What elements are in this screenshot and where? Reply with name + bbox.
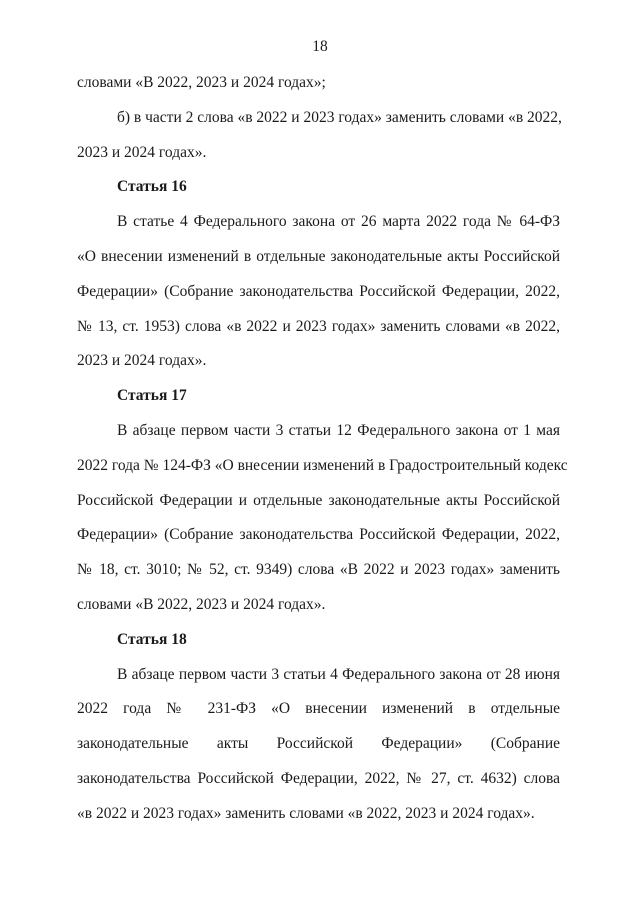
article-heading-17: Статья 17	[117, 387, 187, 405]
text-line: В абзаце первом части 3 статьи 12 Федерального закона от 1 мая	[117, 421, 560, 439]
text-line: словами «В 2022, 2023 и 2024 годах»;	[77, 74, 326, 91]
text-line: словами «В 2022, 2023 и 2024 годах».	[77, 595, 326, 613]
text-line: «в 2022 и 2023 годах» заменить словами «в 2022, 2023 и 2024 годах».	[77, 804, 535, 822]
article-heading-18: Статья 18	[117, 630, 187, 648]
text-line: Федерации» (Собрание законодательства Российской Федерации, 2022,	[77, 526, 560, 544]
text-line: Федерации» (Собрание законодательства Российской Федерации, 2022,	[77, 282, 560, 300]
text-line: законодательства Российской Федерации, 2022, № 27, ст. 4632) слова	[77, 769, 560, 787]
text-line: № 13, ст. 1953) слова «в 2022 и 2023 годах» заменить словами «в 2022,	[77, 317, 560, 335]
text-line: № 18, ст. 3010; № 52, ст. 9349) слова «В 2022 и 2023 годах» заменить	[77, 561, 560, 579]
text-line: В абзаце первом части 3 статьи 4 Федерального закона от 28 июня	[117, 665, 560, 683]
text-line: «О внесении изменений в отдельные законодательные акты Российской	[77, 247, 560, 265]
document-body	[77, 66, 568, 832]
text-line: б) в части 2 слова «в 2022 и 2023 годах» заменить словами «в 2022,	[117, 108, 562, 126]
text-line: 2022 года № 124-ФЗ «О внесении изменений в Градостроительный кодекс	[77, 456, 568, 474]
text-line: 2023 и 2024 годах».	[77, 352, 207, 370]
page-number: 18	[312, 38, 328, 55]
text-line: 2023 и 2024 годах».	[77, 143, 207, 161]
text-line: В статье 4 Федерального закона от 26 марта 2022 года № 64-ФЗ	[117, 213, 560, 231]
text-line: 2022 года № 231-ФЗ «О внесении изменений в отдельные	[77, 700, 560, 718]
article-heading-16: Статья 16	[117, 178, 187, 196]
text-line: Российской Федерации и отдельные законодательные акты Российской	[77, 491, 560, 509]
text-line: законодательные акты Российской Федерации» (Собрание	[77, 735, 560, 753]
